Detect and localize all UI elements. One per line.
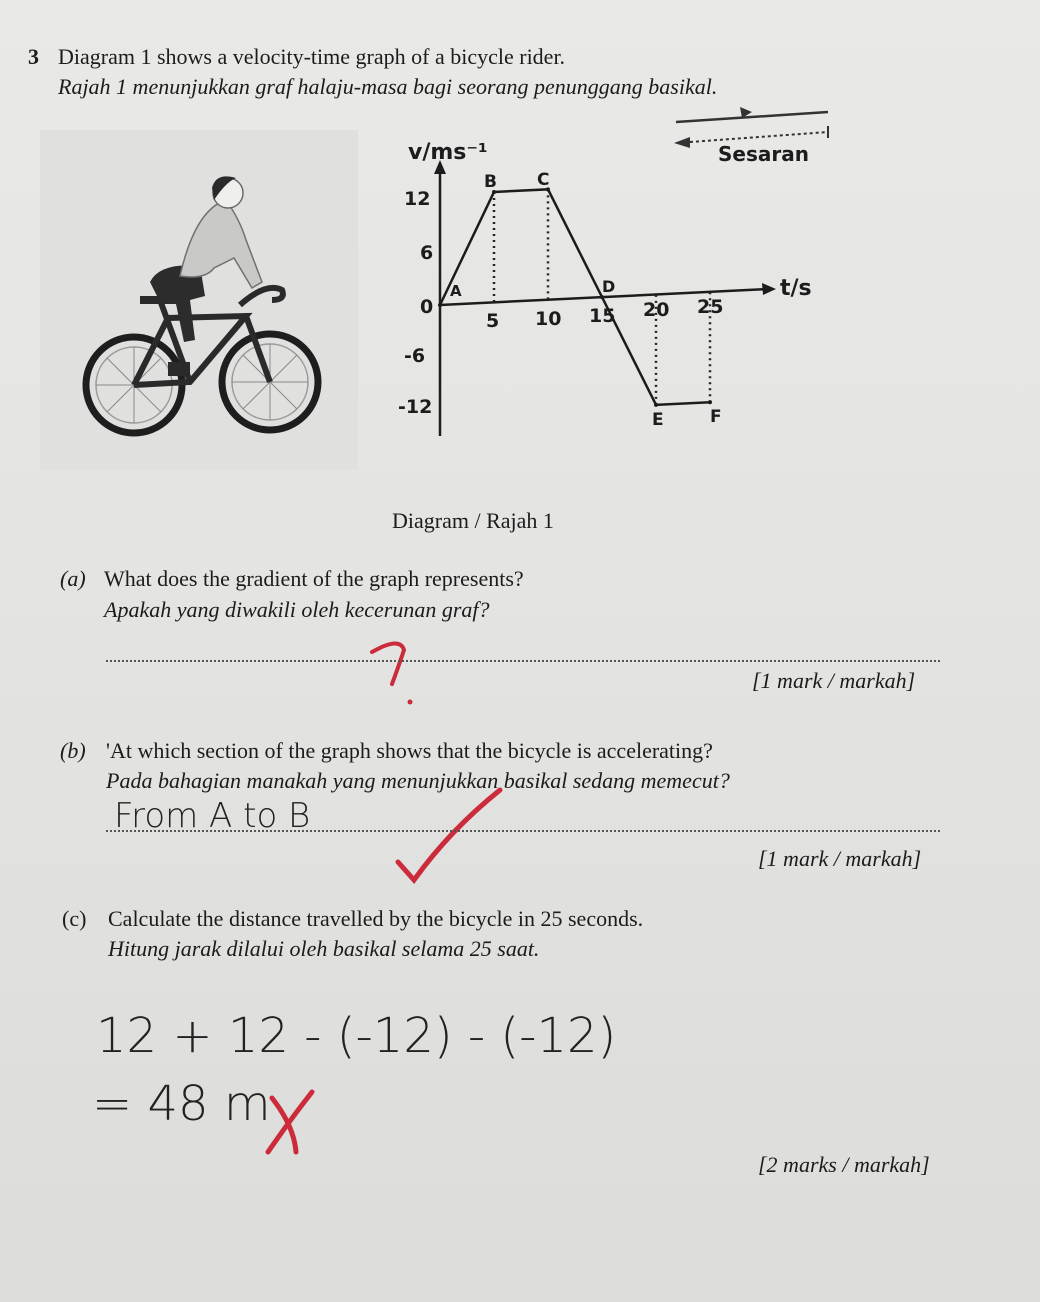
part-c-question-en: Calculate the distance travelled by the bicycle in 25 seconds. [108,906,644,931]
part-b-question-en: 'At which section of the graph shows that the bicycle is accelerating? [106,738,713,763]
point-label-a: A [450,282,462,300]
data-point-f [708,400,712,404]
displacement-label: Sesaran [718,142,809,166]
part-b-label: (b) [60,738,86,763]
part-a-question-en: What does the gradient of the graph represents? [104,566,524,591]
part-c-working-line2: = 48 m [92,1076,271,1132]
question-intro-en: Diagram 1 shows a velocity-time graph of a bicycle rider. [58,44,566,69]
x-tick-5: 5 [486,310,500,332]
part-b-question-ms: Pada bahagian manakah yang menunjukkan basikal sedang memecut? [106,768,730,793]
y-tick-6: 6 [420,242,434,264]
question-mark-dot [408,700,413,705]
y-tick-neg6: -6 [404,345,426,367]
x-tick-15: 15 [589,305,616,327]
y-tick-12: 12 [404,188,431,210]
part-a-question-ms: Apakah yang diwakili oleh kecerunan graf? [104,597,490,622]
x-axis-label: t/s [780,276,812,301]
y-tick-neg12: -12 [398,396,433,418]
velocity-series-line [440,189,710,405]
x-axis-arrow [762,283,776,295]
point-label-b: B [484,172,497,192]
part-b-marks: [1 mark / markah] [758,846,922,871]
point-label-e: E [652,410,664,430]
data-point-e [654,403,658,407]
point-label-c: C [537,170,550,190]
point-label-d: D [602,277,616,296]
point-label-f: F [710,407,722,427]
data-point-a [438,303,442,307]
y-tick-0: 0 [420,296,434,318]
cross-marking [268,1092,312,1152]
part-a-answer-line[interactable] [106,660,940,662]
question-mark-marking [372,643,404,684]
part-c-marks: [2 marks / markah] [758,1152,930,1177]
x-tick-20: 20 [643,299,670,321]
question-number: 3 [28,44,39,69]
x-tick-25: 25 [697,296,724,318]
part-a-marks: [1 mark / markah] [752,668,916,693]
part-b-answer: From A to B [114,796,311,836]
y-axis-label: v/ms⁻¹ [408,140,488,165]
question-intro-ms: Rajah 1 menunjukkan graf halaju-masa bagi seorang penunggang basikal. [58,74,718,99]
part-c-question-ms: Hitung jarak dilalui oleh basikal selama 25 saat. [108,936,540,961]
part-c-label: (c) [62,906,87,931]
part-c-working-line1: 12 + 12 - (-12) - (-12) [96,1008,617,1064]
tick-marking [398,790,500,880]
figure-caption: Diagram / Rajah 1 [392,508,554,533]
part-a-label: (a) [60,566,86,591]
x-tick-10: 10 [535,308,562,330]
part-b-answer-line[interactable] [106,830,940,832]
cyclist-illustration [40,130,358,470]
